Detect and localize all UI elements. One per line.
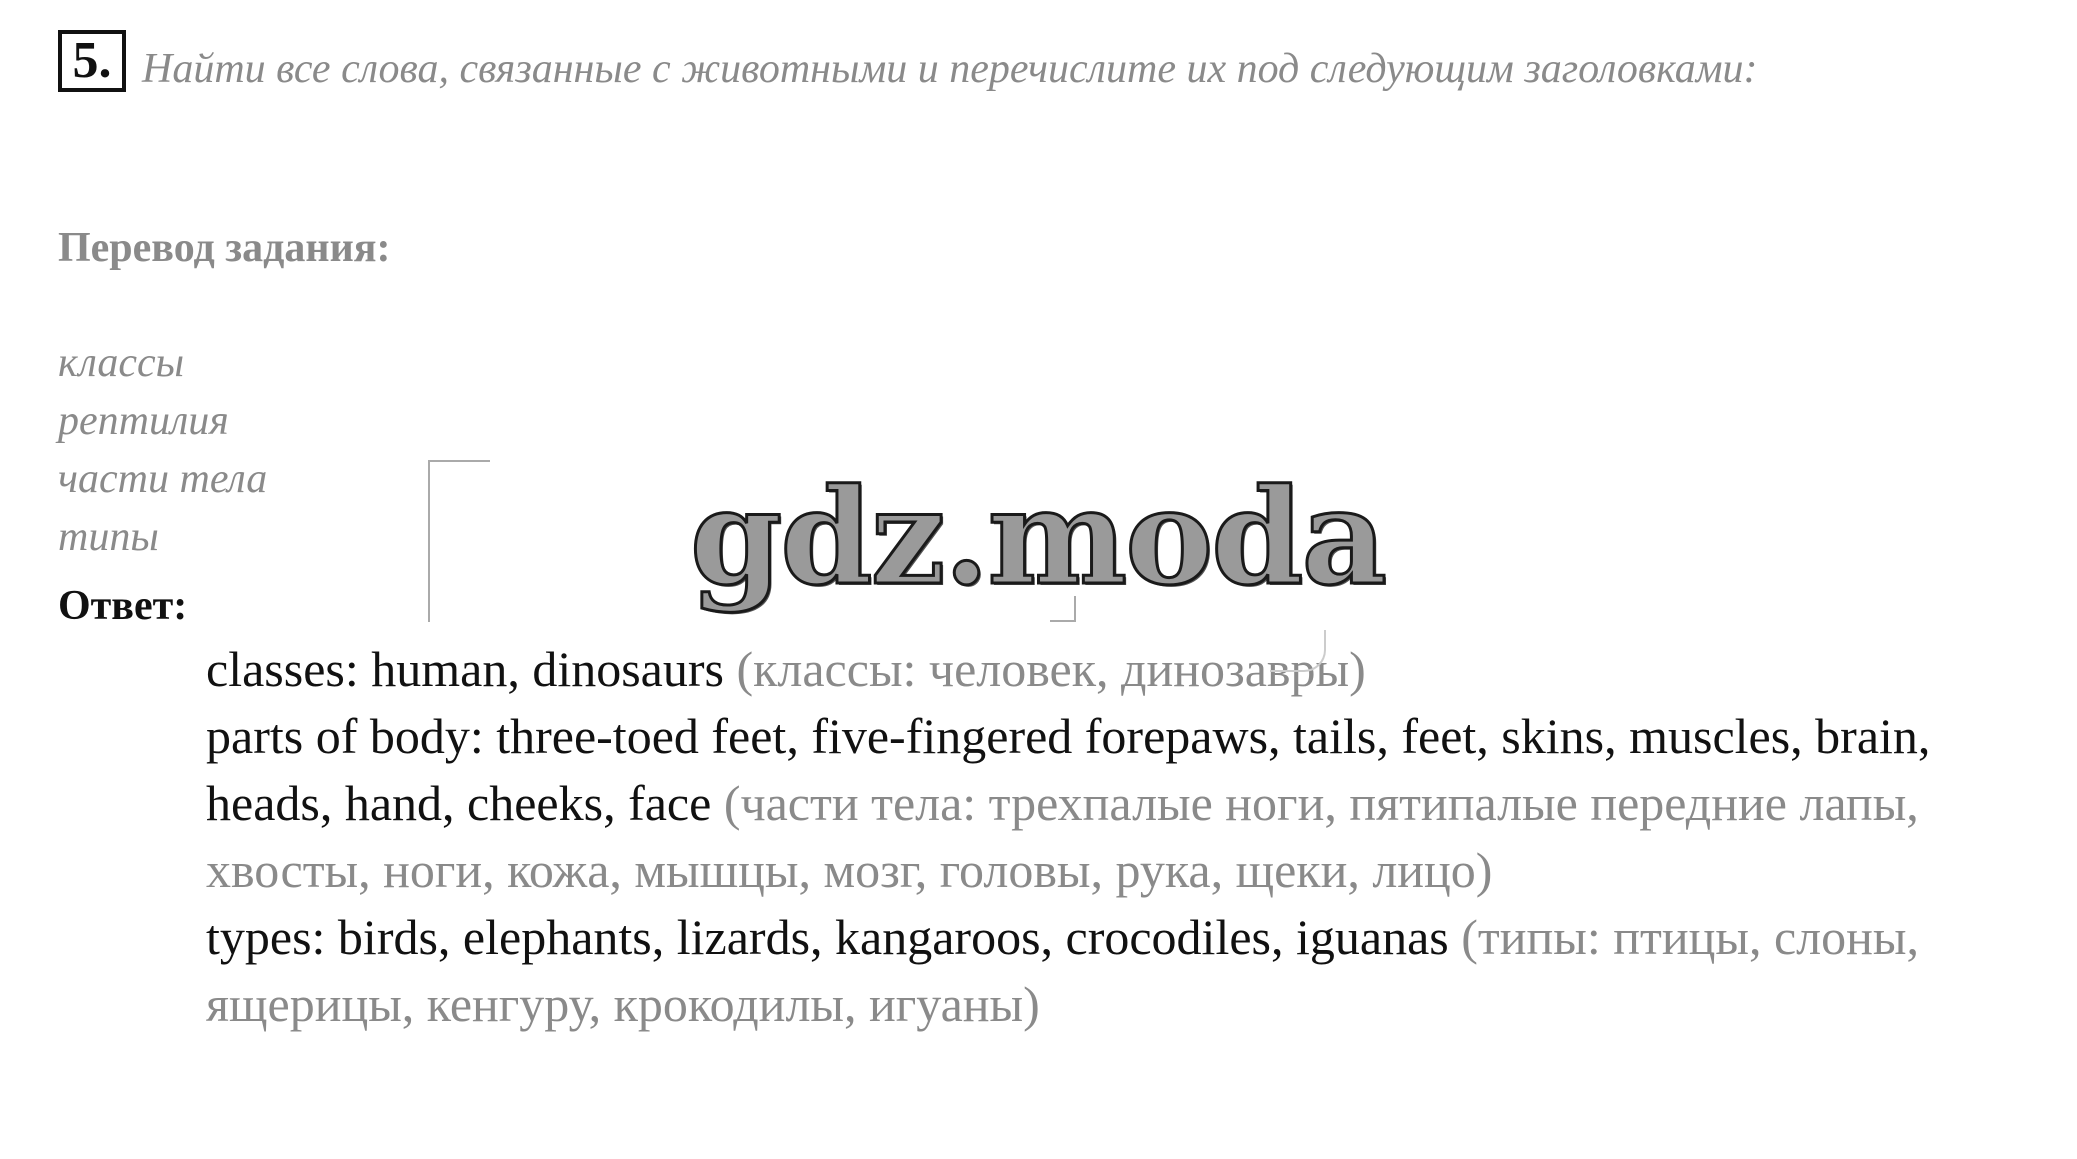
watermark-logo: gdz.moda (690, 460, 1386, 615)
answer-line-types (206, 904, 1996, 1038)
answer-en: types: birds, elephants, lizards, kangaroos, crocodiles, iguanas (206, 909, 1449, 965)
watermark-frame-corner (1270, 630, 1326, 672)
answer-en: classes: human, dinosaurs (206, 641, 724, 697)
headings-list (58, 334, 267, 566)
answer-label: Ответ: (58, 583, 188, 629)
task-instruction: Найти все слова, связанные с животными и перечислите их под следующим заголовками: (142, 46, 1758, 92)
translation-heading: Перевод задания: (58, 225, 391, 271)
heading-item-body-parts: части тела (58, 456, 268, 502)
task-number-box: 5. (58, 30, 126, 92)
answer-line-classes (206, 636, 1996, 703)
answer-ru: (типы: птицы, слоны, ящерицы, кенгуру, крокодилы, игуаны) (206, 909, 1919, 1032)
answer-ru: (классы: человек, динозавры) (736, 641, 1366, 697)
answer-ru: (части тела: трехпалые ноги, пятипалые передние лапы, хвосты, ноги, кожа, мышцы, мозг, головы, рука, щеки, лицо) (206, 775, 1919, 898)
answer-block (206, 636, 1996, 1038)
heading-item-reptile: рептилия (58, 398, 229, 444)
heading-item-classes: классы (58, 340, 185, 386)
answer-en: parts of body: three-toed feet, five-fingered forepaws, tails, feet, skins, muscles, brain, heads, hand, cheeks, face (206, 708, 1931, 831)
answer-line-body-parts (206, 703, 1996, 904)
watermark-frame-corner (428, 460, 490, 622)
task-header (58, 30, 1808, 160)
heading-item-types: типы (58, 514, 159, 560)
